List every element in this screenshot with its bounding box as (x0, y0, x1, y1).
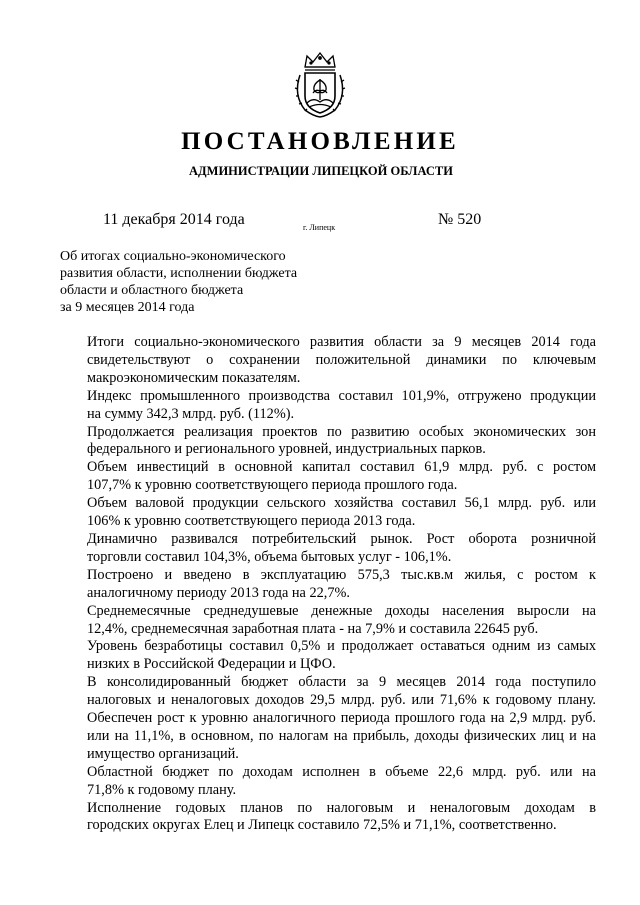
body-paragraph (60, 567, 596, 603)
body-paragraph (60, 424, 596, 460)
body-paragraph (60, 800, 596, 836)
body-paragraph (60, 531, 596, 567)
text-line: низких в Российской Федерации и ЦФО. (87, 656, 336, 673)
coat-of-arms-icon (291, 50, 349, 120)
text-line: Обеспечен рост к уровню аналогичного периода прошлого года на 2,9 млрд. руб. (87, 710, 596, 727)
text-line: В консолидированный бюджет области за 9 месяцев 2014 года поступило (87, 674, 596, 691)
text-line: или на 11,1%, в основном, по налогам на прибыль, доходы физических лиц и на (87, 727, 596, 744)
body-paragraph (60, 764, 596, 800)
text-line: федерального и регионального уровней, индустриальных парков. (87, 441, 486, 458)
text-line: имущество организаций. (87, 745, 239, 762)
text-line: Областной бюджет по доходам исполнен в объеме 22,6 млрд. руб. или на (87, 763, 596, 780)
text-line: налоговых и неналоговых доходов 29,5 млрд. руб. или 71,6% к годовому плану. (87, 692, 596, 709)
body-paragraph (60, 495, 596, 531)
text-line: Построено и введено в эксплуатацию 575,3 тыс.кв.м жилья, с ростом к (87, 566, 596, 583)
text-line: на сумму 342,3 млрд. руб. (112%). (87, 405, 295, 422)
text-line: 71,8% к годовому плану. (87, 781, 237, 798)
body-paragraph (60, 638, 596, 674)
text-line: 107,7% к уровню соответствующего периода прошлого года. (87, 477, 458, 494)
heading-line: развития области, исполнении бюджета (60, 266, 298, 281)
text-line: Объем инвестиций в основной капитал составил 61,9 млрд. руб. с ростом (87, 459, 596, 476)
heading-line: области и областного бюджета (60, 283, 244, 298)
text-line: 12,4%, среднемесячная заработная плата - на 7,9% и составила 22645 руб. (87, 620, 539, 637)
document-body (60, 334, 596, 835)
text-line: Продолжается реализация проектов по развитию особых экономических зон (87, 423, 596, 440)
body-paragraph (60, 459, 596, 495)
body-paragraph (60, 334, 596, 388)
heading-line: Об итогах социально-экономического (60, 249, 286, 264)
text-line: 106% к уровню соответствующего периода 2013 года. (87, 513, 416, 530)
text-line: свидетельствуют о сохранении положительной динамики по ключевым (87, 351, 596, 368)
document-date: 11 декабря 2014 года (103, 211, 245, 228)
body-paragraph (60, 388, 596, 424)
text-line: Индекс промышленного производства составил 101,9%, отгружено продукции (87, 387, 596, 404)
text-line: аналогичному периоду 2013 года на 22,7%. (87, 584, 350, 601)
heading-line: за 9 месяцев 2014 года (60, 300, 195, 315)
text-line: Объем валовой продукции сельского хозяйства составил 56,1 млрд. руб. или (87, 495, 596, 512)
text-line: Динамично развивался потребительский рынок. Рост оборота розничной (87, 530, 596, 547)
text-line: Итоги социально-экономического развития области за 9 месяцев 2014 года (87, 334, 596, 350)
text-line: торговли составил 104,3%, объема бытовых услуг - 106,1%. (87, 548, 452, 565)
document-subtitle: АДМИНИСТРАЦИИ ЛИПЕЦКОЙ ОБЛАСТИ (189, 164, 453, 178)
document-city: г. Липецк (303, 223, 336, 232)
document-title: ПОСТАНОВЛЕНИЕ (181, 128, 459, 155)
document-heading (60, 248, 320, 316)
text-line: Исполнение годовых планов по налоговым и неналоговым доходам в (87, 799, 596, 816)
body-paragraph (60, 603, 596, 639)
document-number: № 520 (438, 211, 482, 228)
text-line: городских округах Елец и Липецк составило 72,5% и 71,1%, соответственно. (87, 817, 557, 834)
text-line: макроэкономическим показателям. (87, 369, 301, 386)
text-line: Среднемесячные среднедушевые денежные доходы населения выросли на (87, 602, 596, 619)
text-line: Уровень безработицы составил 0,5% и продолжает оставаться одним из самых (87, 638, 596, 655)
body-paragraph (60, 674, 596, 764)
